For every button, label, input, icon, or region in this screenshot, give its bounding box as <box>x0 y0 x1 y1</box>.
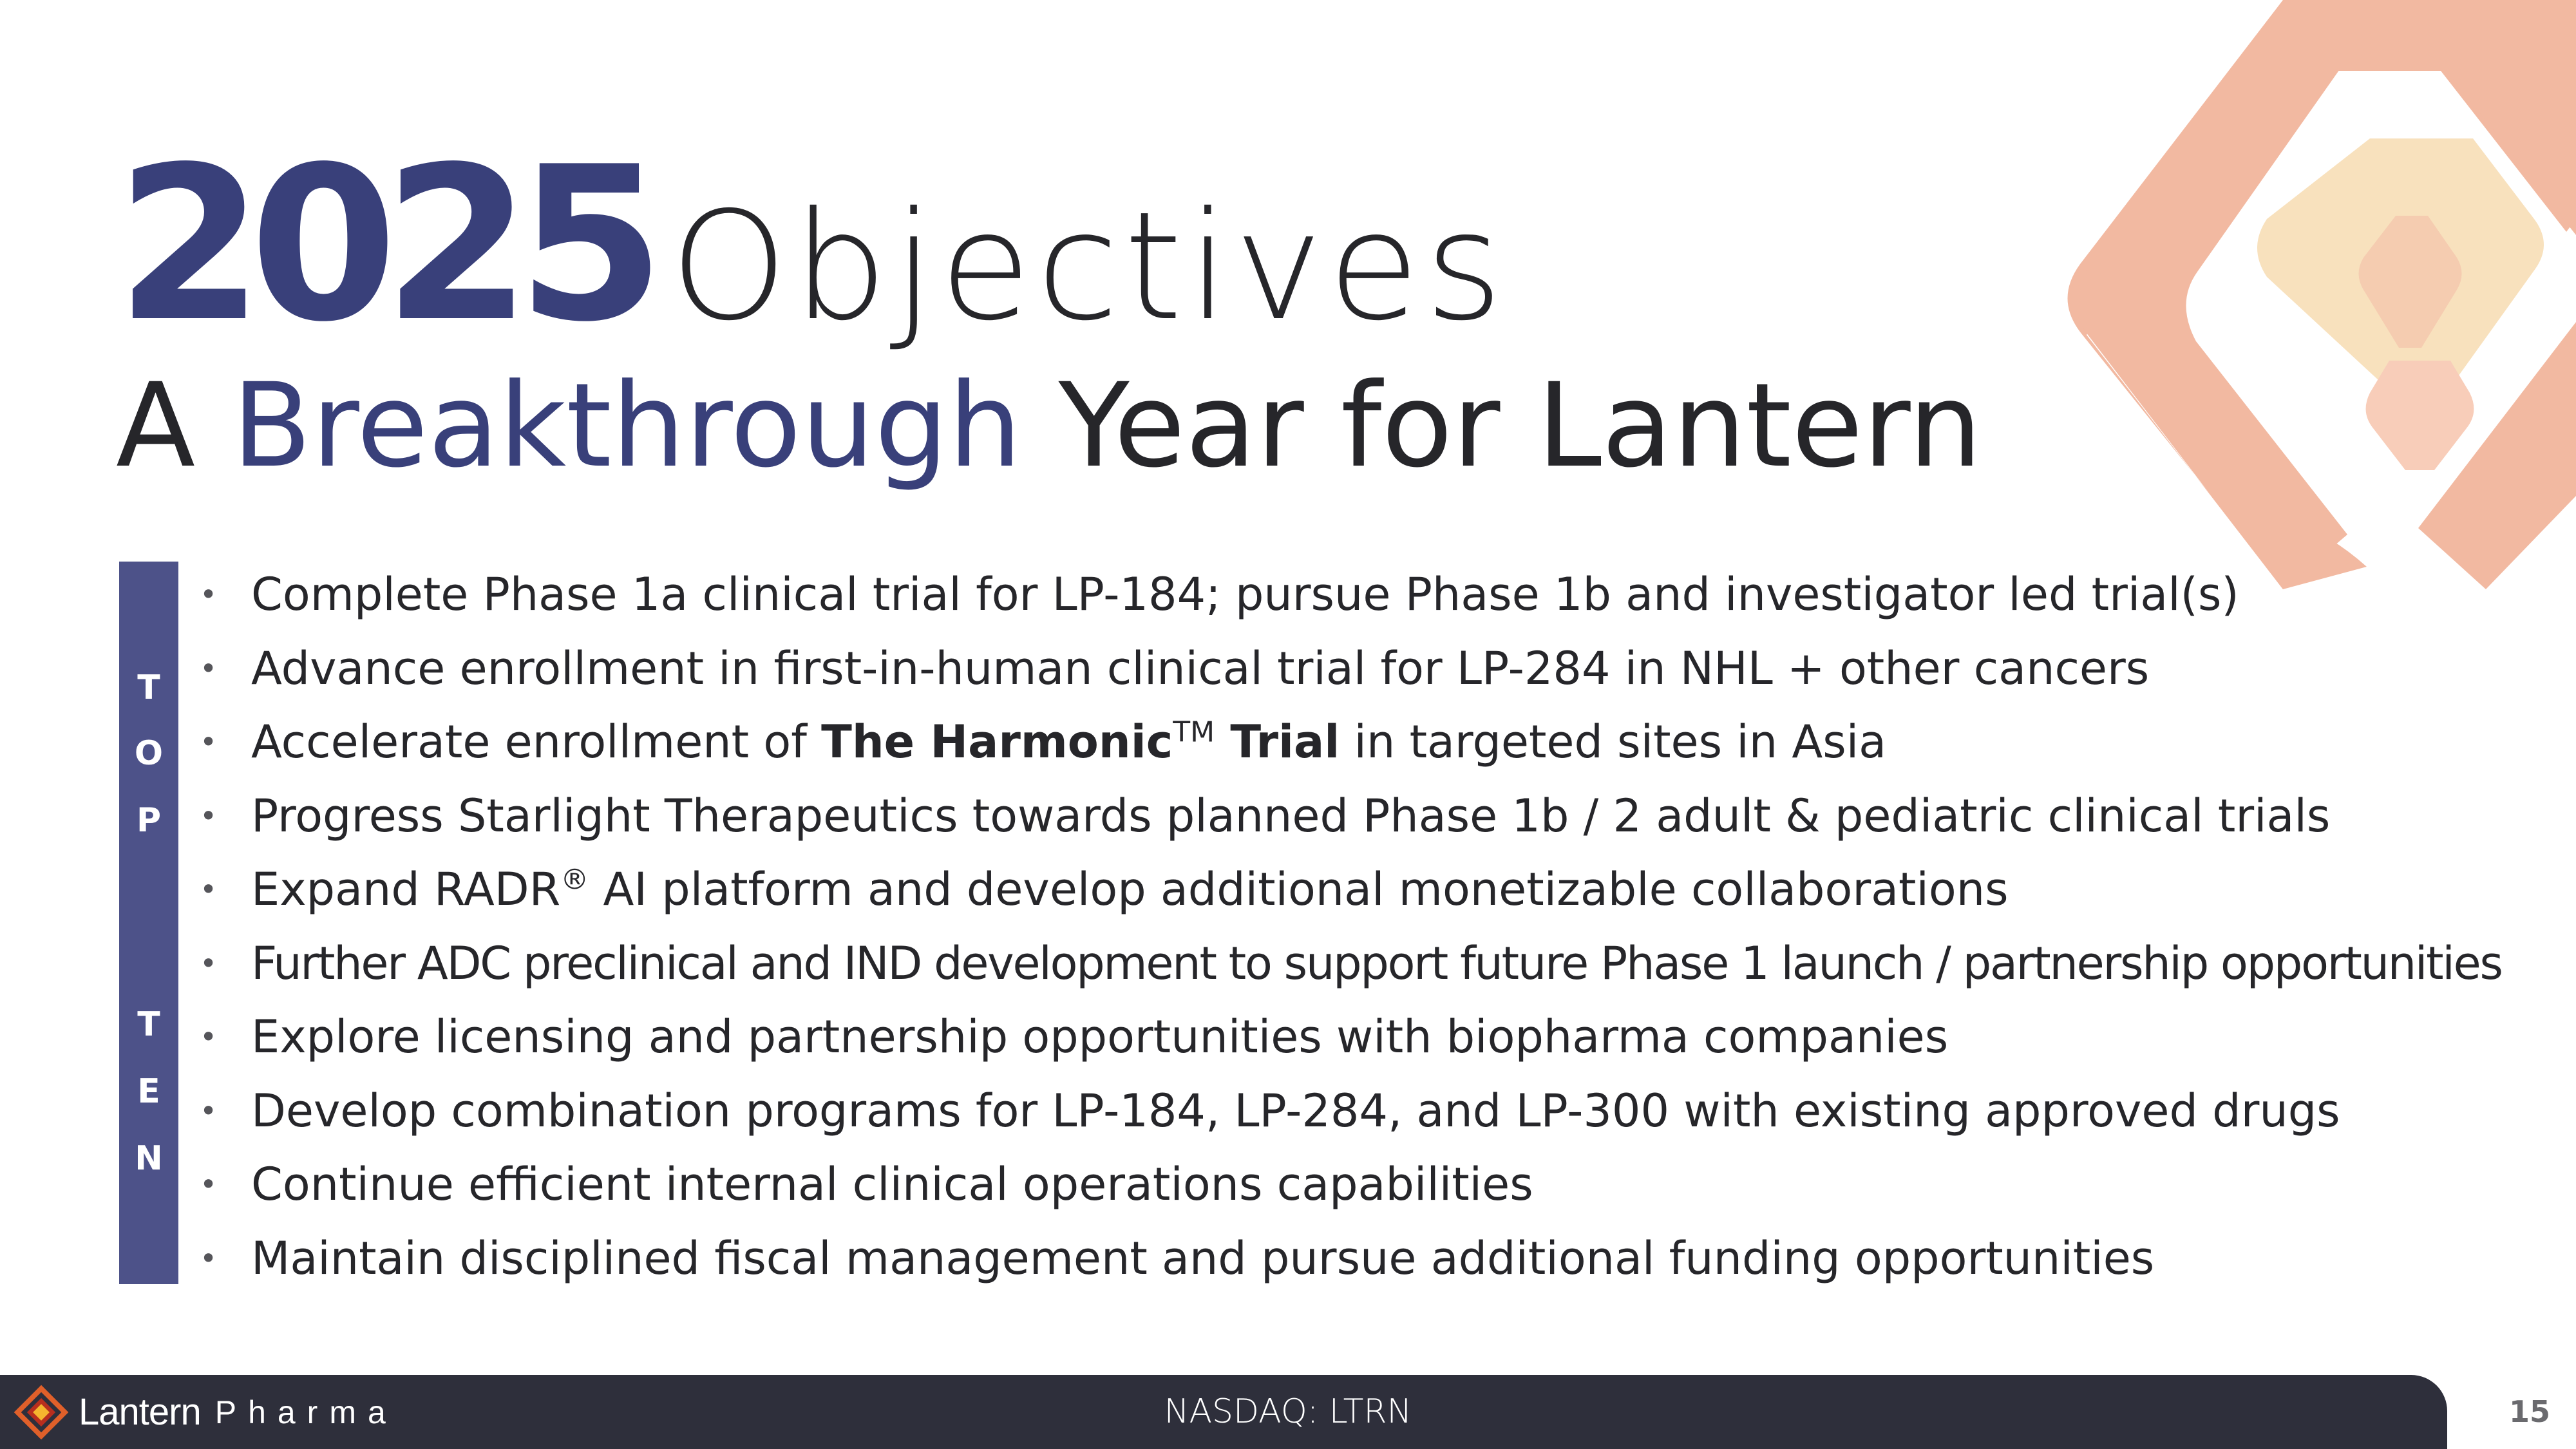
objective-item <box>193 558 2502 632</box>
objective-text: Maintain disciplined fiscal management and pursue additional funding opportunities <box>251 1231 2155 1285</box>
top-ten-letter: T <box>137 1005 160 1044</box>
objective-text-pre: Accelerate enrollment of <box>251 715 822 768</box>
objective-text-pre: Expand RADR <box>251 863 561 916</box>
lantern-motif-decoration <box>2048 0 2576 599</box>
bullet-icon: • <box>200 577 218 612</box>
objective-item <box>193 1000 2502 1074</box>
objective-text-post: AI platform and develop additional monetizable collaborations <box>589 863 2009 916</box>
title-year: 2025 <box>116 121 651 368</box>
company-logo <box>12 1375 397 1449</box>
bullet-icon: • <box>200 724 218 759</box>
objective-item <box>193 632 2502 706</box>
top-ten-letter: T <box>137 668 160 707</box>
logo-name: Lantern <box>79 1391 201 1433</box>
bullet-icon: • <box>200 872 218 907</box>
harmonic-trial-suffix: Trial <box>1215 715 1340 768</box>
objective-text: Continue efficient internal clinical operations capabilities <box>251 1158 1533 1211</box>
objective-item <box>193 927 2502 1001</box>
top-ten-letter: O <box>134 734 164 773</box>
logo-subtext: Pharma <box>214 1394 397 1430</box>
stock-ticker: NASDAQ: LTRN <box>1164 1392 1412 1431</box>
top-ten-sidebar <box>119 562 178 1284</box>
bullet-icon: • <box>200 1019 218 1054</box>
bullet-icon: • <box>200 1093 218 1128</box>
slide-title <box>116 121 1508 368</box>
objective-item <box>193 853 2502 927</box>
objective-text: Develop combination programs for LP-184, LP-284, and LP-300 with existing approved drugs <box>251 1084 2340 1137</box>
lantern-logo-icon <box>12 1383 71 1442</box>
objective-text: Complete Phase 1a clinical trial for LP-184; pursue Phase 1b and investigator led trial(s) <box>251 568 2239 621</box>
subtitle-suffix: Year for Lantern <box>1021 359 1982 493</box>
bullet-icon: • <box>200 945 216 981</box>
objective-item <box>193 779 2502 853</box>
objective-item <box>193 1074 2502 1148</box>
registered-mark: ® <box>560 863 589 896</box>
subtitle-prefix: A <box>116 359 232 493</box>
objective-text-post: in targeted sites in Asia <box>1340 715 1887 768</box>
slide-subtitle <box>116 359 1982 493</box>
objective-item <box>193 1148 2502 1222</box>
bullet-icon: • <box>200 798 218 833</box>
footer-bar <box>0 1375 2447 1449</box>
bullet-icon: • <box>200 1167 218 1202</box>
objectives-list <box>193 558 2502 1295</box>
objective-text: Explore licensing and partnership opportunities with biopharma companies <box>251 1010 1949 1063</box>
top-ten-letter: N <box>135 1139 163 1178</box>
page-number: 15 <box>2508 1394 2550 1429</box>
trademark-mark: TM <box>1173 715 1215 749</box>
objective-text: Further ADC preclinical and IND development to support future Phase 1 launch / partnership opportunities <box>251 936 2502 990</box>
objective-text: Advance enrollment in first-in-human clinical trial for LP-284 in NHL + other cancers <box>251 641 2150 695</box>
harmonic-trial-name: The Harmonic <box>821 715 1173 768</box>
top-ten-letter: P <box>136 801 162 840</box>
bullet-icon: • <box>200 650 218 686</box>
title-word: Objectives <box>670 180 1508 354</box>
objective-text: Progress Starlight Therapeutics towards planned Phase 1b / 2 adult & pediatric clinical trials <box>251 789 2331 842</box>
objective-item <box>193 705 2502 779</box>
bullet-icon: • <box>200 1240 218 1276</box>
top-ten-letter: E <box>137 1072 160 1111</box>
objective-item <box>193 1222 2502 1296</box>
subtitle-accent: Breakthrough <box>232 359 1022 493</box>
